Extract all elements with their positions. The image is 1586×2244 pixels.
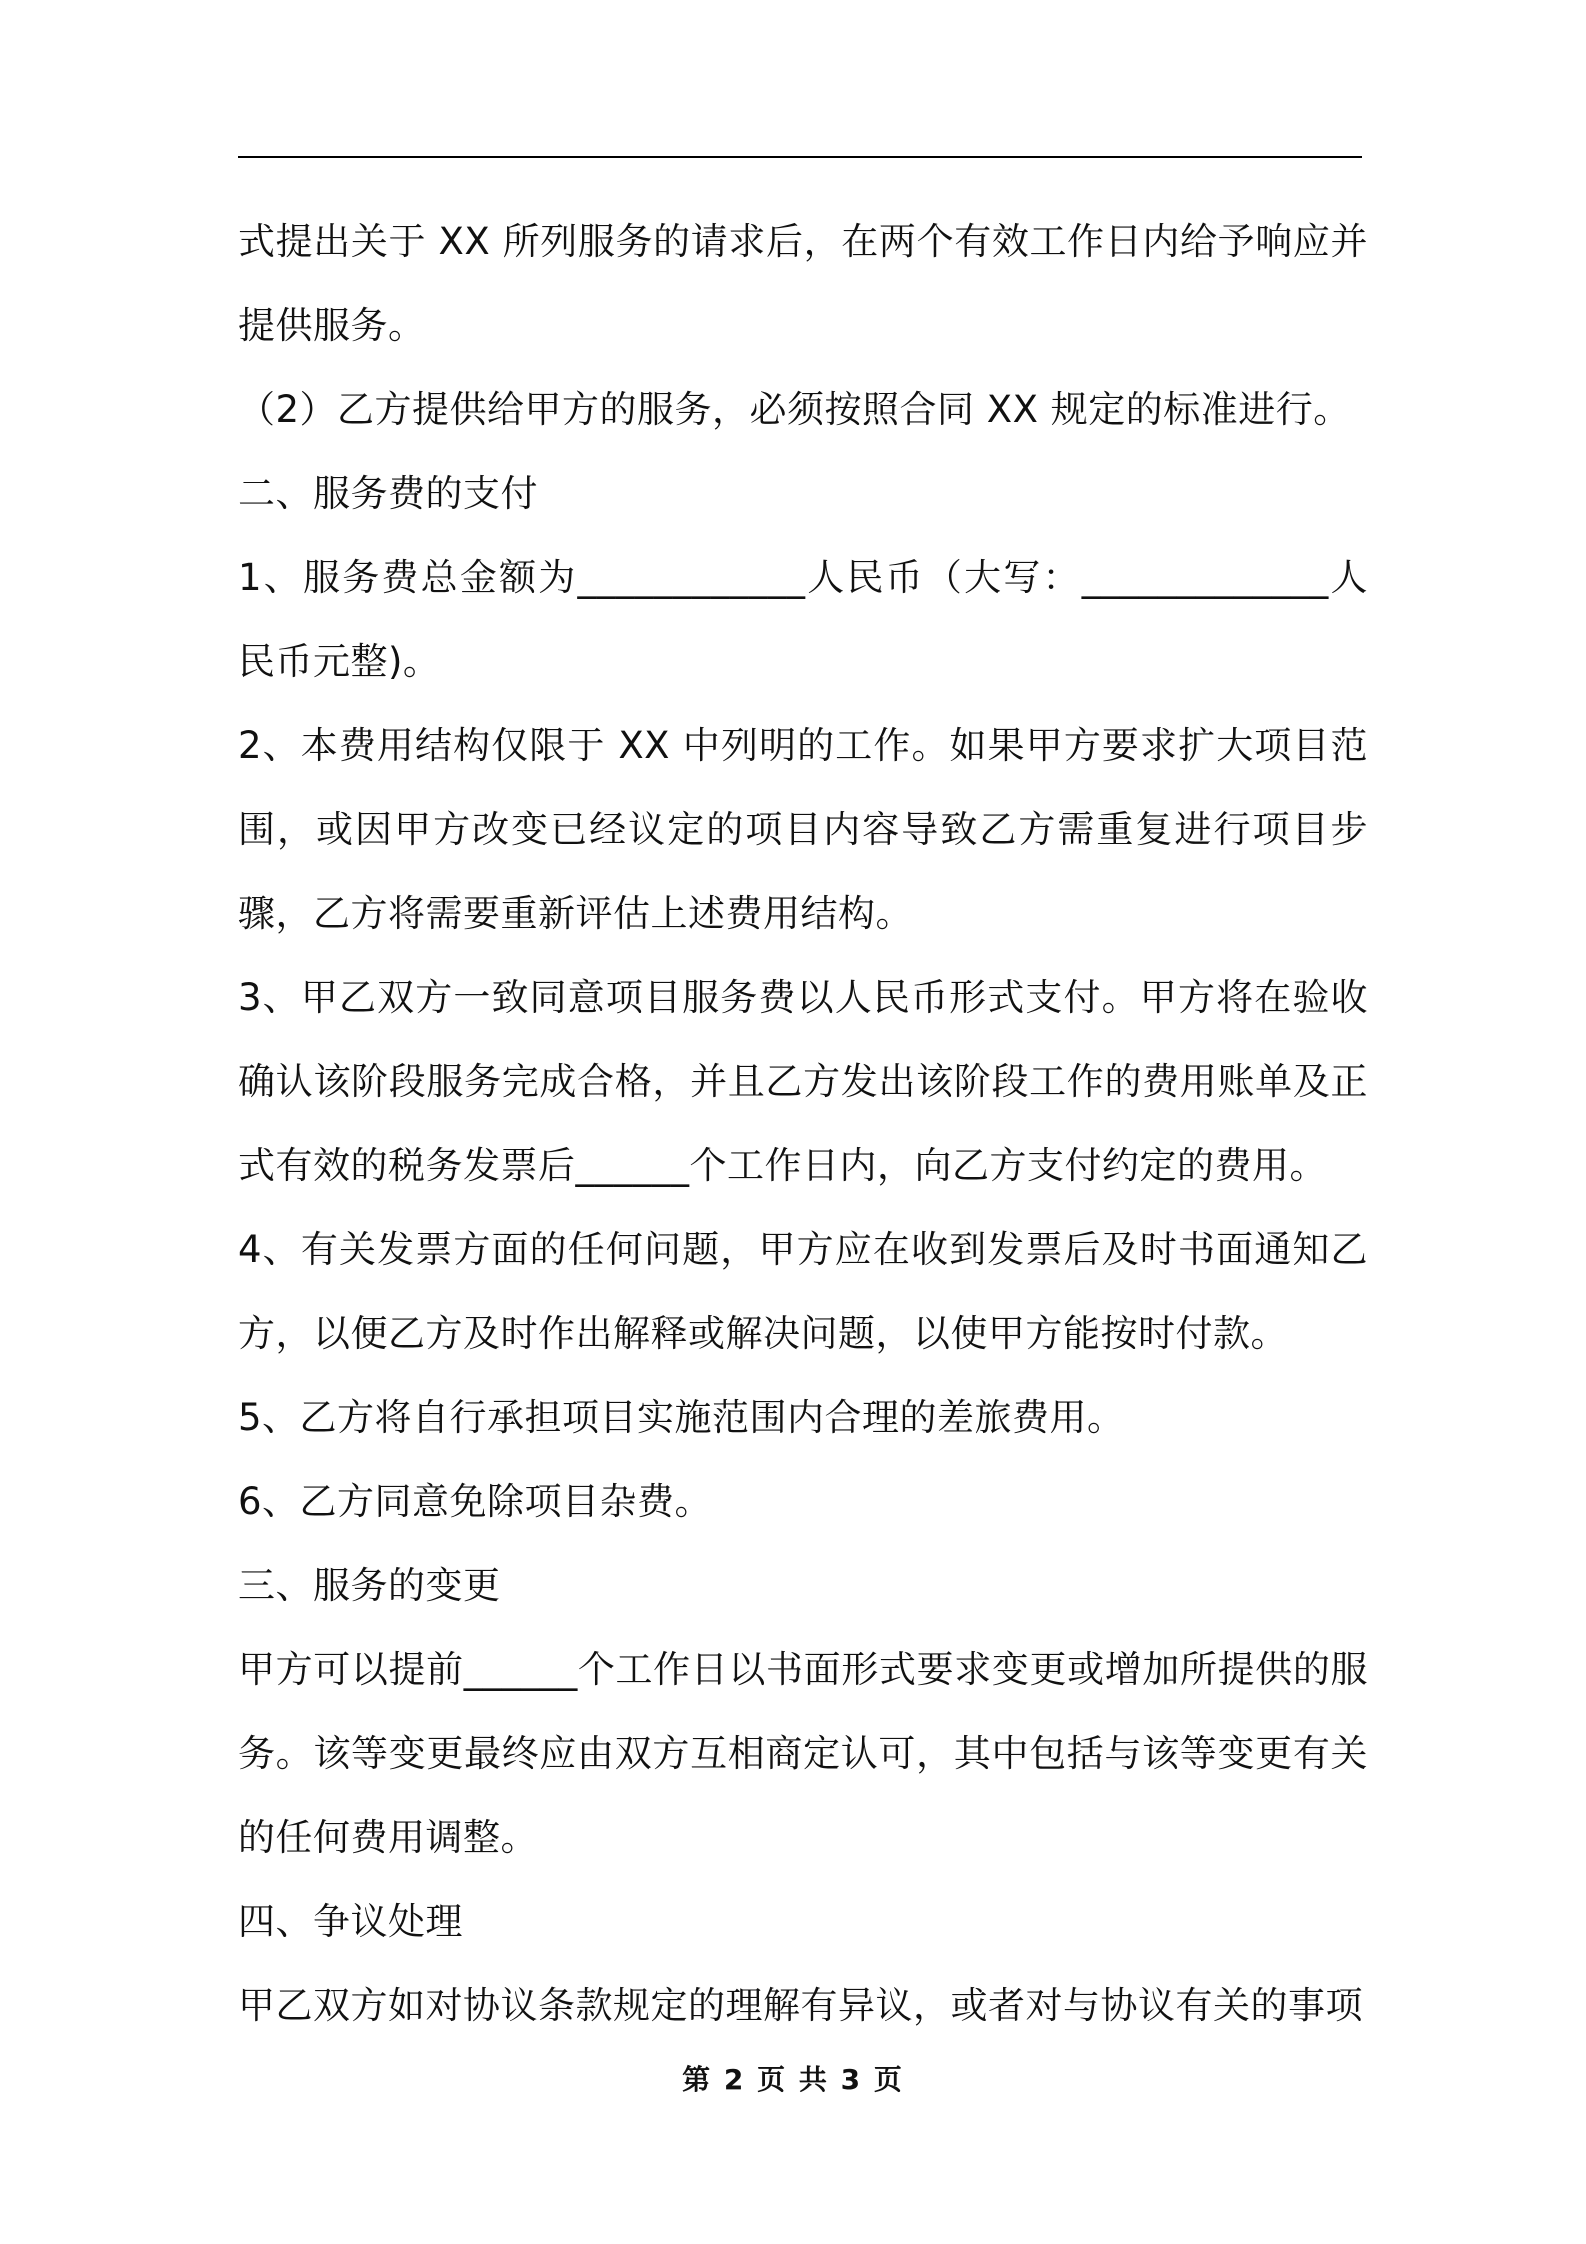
section-heading-fee-payment: 二、服务费的支付 bbox=[238, 472, 538, 515]
paragraph-misc-fees: 6、乙方同意免除项目杂费。 bbox=[238, 1480, 713, 1523]
header-rule bbox=[238, 156, 1362, 158]
paragraph-item-2: （2）乙方提供给甲方的服务，必须按照合同 XX 规定的标准进行。 bbox=[238, 388, 1351, 431]
document-body bbox=[238, 200, 1368, 2048]
page-number: 第 2 页 共 3 页 bbox=[682, 2063, 904, 2096]
paragraph-travel-expenses: 5、乙方将自行承担项目实施范围内合理的差旅费用。 bbox=[238, 1396, 1125, 1439]
paragraph-invoice-issues: 4、有关发票方面的任何问题，甲方应在收到发票后及时书面通知乙方，以便乙方及时作出解释或解决问题，以使甲方能按时付款。 bbox=[238, 1228, 1368, 1355]
paragraph-fee-payment-terms: 3、甲乙双方一致同意项目服务费以人民币形式支付。甲方将在验收确认该阶段服务完成合格，并且乙方发出该阶段工作的费用账单及正式有效的税务发票后______个工作日内，向乙方支付约定的费用。 bbox=[238, 976, 1368, 1187]
section-heading-dispute: 四、争议处理 bbox=[238, 1900, 463, 1943]
paragraph-continued: 式提出关于 XX 所列服务的请求后，在两个有效工作日内给予响应并提供服务。 bbox=[238, 220, 1368, 347]
paragraph-fee-structure: 2、本费用结构仅限于 XX 中列明的工作。如果甲方要求扩大项目范围，或因甲方改变已经议定的项目内容导致乙方需重复进行项目步骤，乙方将需要重新评估上述费用结构。 bbox=[238, 724, 1368, 935]
section-heading-service-change: 三、服务的变更 bbox=[238, 1564, 501, 1607]
paragraph-service-change: 甲方可以提前______个工作日以书面形式要求变更或增加所提供的服务。该等变更最终应由双方互相商定认可，其中包括与该等变更有关的任何费用调整。 bbox=[238, 1648, 1368, 1859]
paragraph-dispute: 甲乙双方如对协议条款规定的理解有异议，或者对与协议有关的事项 bbox=[238, 1984, 1363, 2027]
paragraph-fee-total: 1、服务费总金额为____________人民币（大写：_____________人民币元整)。 bbox=[238, 556, 1368, 683]
